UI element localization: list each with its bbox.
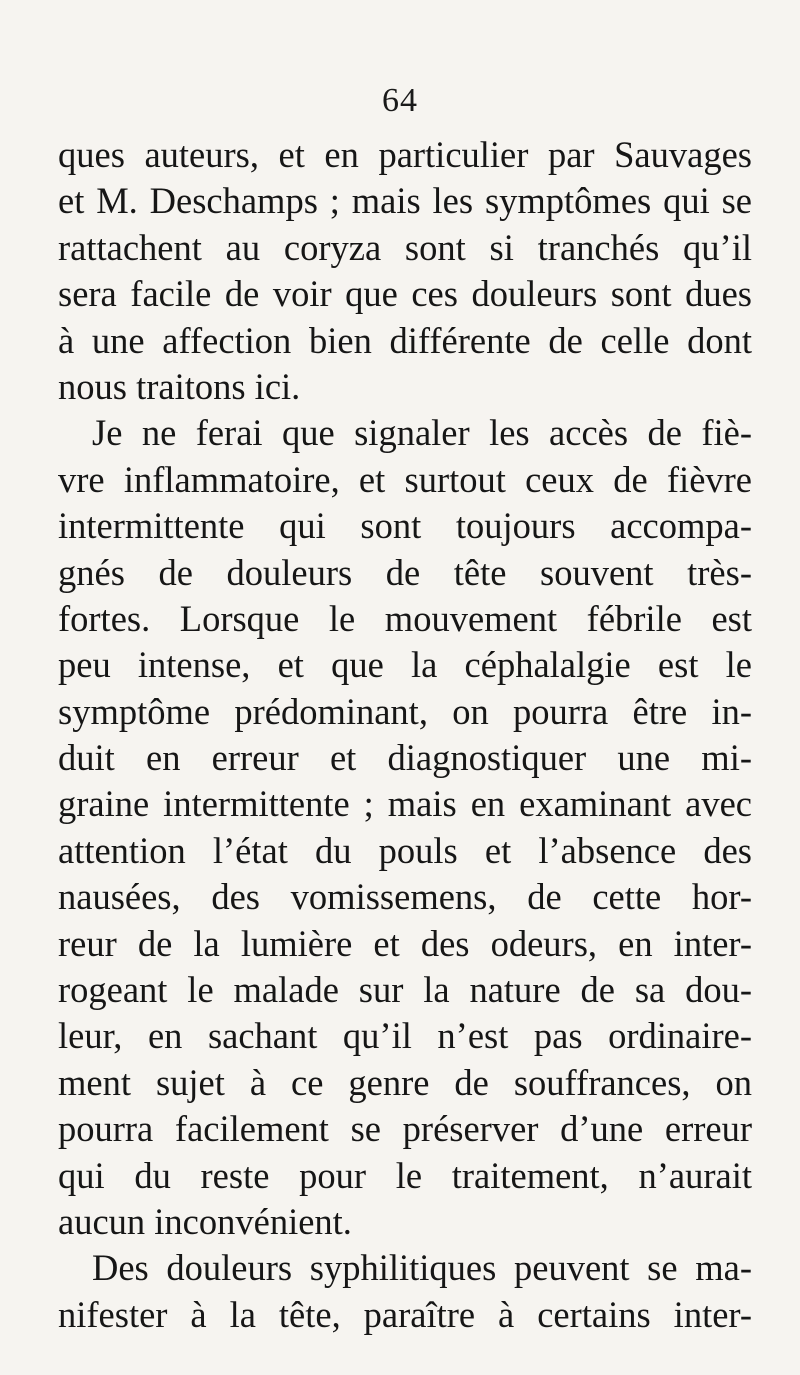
- page-number: 64: [382, 82, 418, 119]
- text-line: leur, en sachant qu’il n’est pas ordinaire-: [58, 1015, 752, 1057]
- text-line: Des douleurs syphilitiques peuvent se ma-: [92, 1247, 752, 1289]
- text-line: attention l’état du pouls et l’absence des: [58, 829, 752, 871]
- text-line: peu intense, et que la céphalalgie est le: [58, 644, 752, 686]
- text-line: rogeant le malade sur la nature de sa dou-: [58, 969, 752, 1011]
- text-line: ques auteurs, et en particulier par Sauvages: [58, 134, 752, 175]
- text-line: sera facile de voir que ces douleurs sont dues: [58, 273, 752, 315]
- text-line: nifester à la tête, paraître à certains inter-: [58, 1293, 752, 1335]
- text-line: Je ne ferai que signaler les accès de fiè-: [92, 412, 752, 454]
- text-line: aucun inconvénient.: [58, 1200, 352, 1242]
- text-line: qui du reste pour le traitement, n’aurait: [58, 1154, 752, 1196]
- text-line: symptôme prédominant, on pourra être in-: [58, 690, 752, 732]
- body-text: [58, 132, 752, 1338]
- text-line: et M. Deschamps ; mais les symptômes qui se: [58, 180, 752, 222]
- text-line: rattachent au coryza sont si tranchés qu’il: [58, 226, 752, 268]
- text-line: intermittente qui sont toujours accompa-: [58, 505, 752, 547]
- text-line: fortes. Lorsque le mouvement fébrile est: [58, 597, 752, 639]
- text-line: pourra facilement se préserver d’une erreur: [58, 1108, 752, 1150]
- text-line: gnés de douleurs de tête souvent très-: [58, 551, 752, 593]
- text-line: vre inflammatoire, et surtout ceux de fièvre: [58, 458, 752, 500]
- text-line: ment sujet à ce genre de souffrances, on: [58, 1061, 752, 1103]
- text-line: duit en erreur et diagnostiquer une mi-: [58, 737, 752, 779]
- text-line: graine intermittente ; mais en examinant avec: [58, 783, 752, 825]
- text-line: nous traitons ici.: [58, 365, 301, 407]
- text-line: reur de la lumière et des odeurs, en inter-: [58, 922, 752, 964]
- text-line: à une affection bien différente de celle dont: [58, 319, 752, 361]
- text-line: nausées, des vomissemens, de cette hor-: [58, 876, 752, 918]
